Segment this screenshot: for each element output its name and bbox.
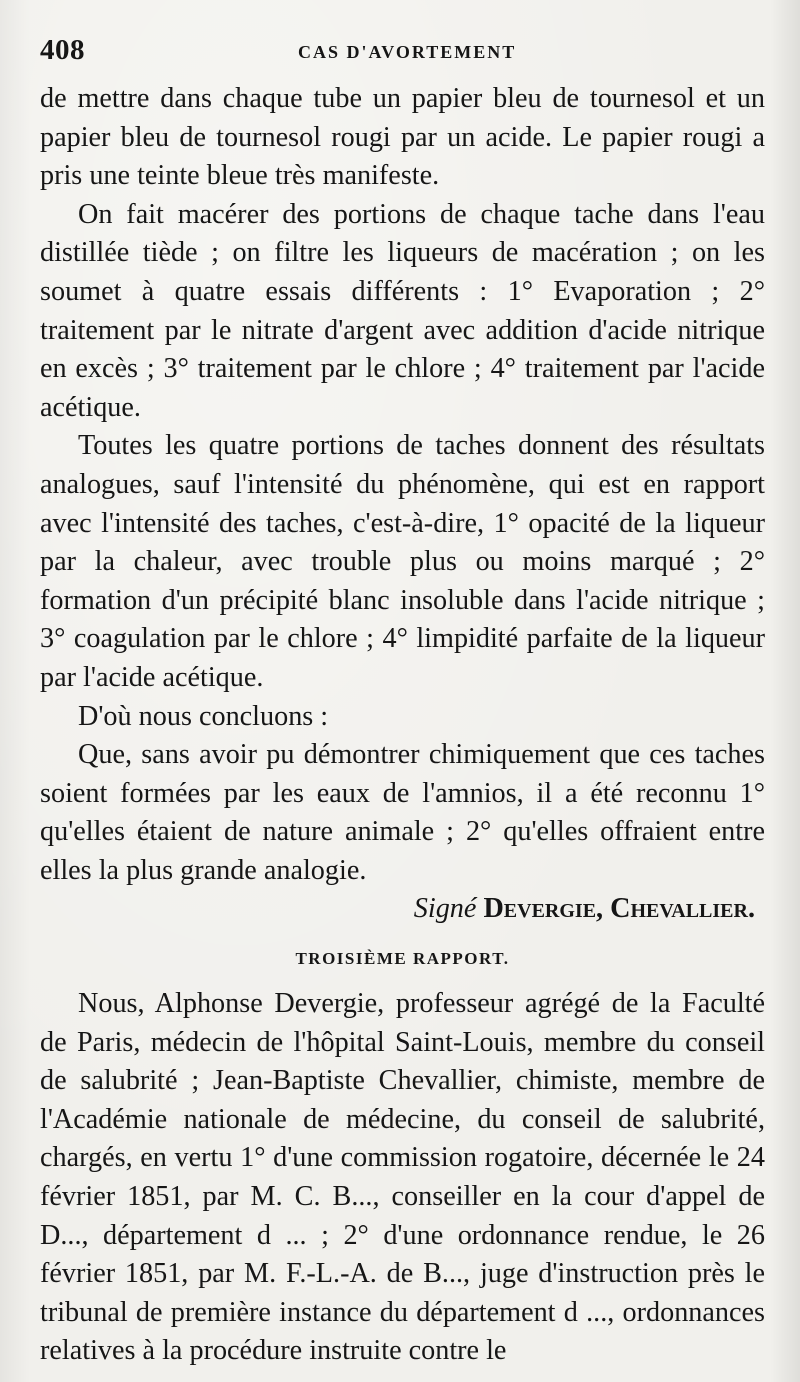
signature-signe: Signé bbox=[413, 893, 477, 925]
paragraph-conclusion: Que, sans avoir pu démontrer chimiquement que ces taches soient formées par les eaux de l'amnios, il a été reconnu 1° qu'elles étaient de nature animale ; 2° qu'elles offraient entre elles la plus grande analogie. bbox=[40, 739, 765, 886]
paragraph-maceration: On fait macérer des portions de chaque tache dans l'eau distillée tiède ; on filtre les liqueurs de macération ; on les soumet à quatre essais différents : 1° Evaporation ; 2° traitement par le nitrate d'argent avec addition d'acide nitrique en excès ; 3° traitement par le chlore ; 4° traitement par l'acide acétique. bbox=[40, 198, 765, 423]
signature-names: Devergie, Chevallier. bbox=[483, 893, 755, 925]
running-head: CAS D'AVORTEMENT bbox=[298, 42, 517, 62]
section-title: TROISIÈME RAPPORT. bbox=[295, 949, 510, 969]
signature-line bbox=[40, 890, 765, 929]
page-number: 408 bbox=[40, 34, 85, 66]
paragraph-concluons: D'où nous concluons : bbox=[78, 700, 329, 732]
paragraph-troisieme-rapport: Nous, Alphonse Devergie, professeur agrégé de la Faculté de Paris, médecin de l'hôpital Saint-Louis, membre du conseil de salubrité ; Jean-Baptiste Chevallier, chimiste, membre de l'Académie nationale de médecine, du conseil de salubrité, chargés, en vertu 1° d'une commission rogatoire, décernée le 24 février 1851, par M. C. B..., conseiller en la cour d'appel de D..., département d ... ; 2° d'une ordonnance rendue, le 26 février 1851, par M. F.-L.-A. de B..., juge d'instruction près le tribunal de première instance du département d ..., ordonnances relatives à la procédure instruite contre le bbox=[40, 988, 765, 1367]
page-header bbox=[40, 34, 765, 74]
body-text bbox=[40, 80, 765, 1371]
paragraph-resultats: Toutes les quatre portions de taches donnent des résultats analogues, sauf l'intensité du phénomène, qui est en rapport avec l'intensité des taches, c'est-à-dire, 1° opacité de la liqueur par la chaleur, avec trouble plus ou moins marqué ; 2° formation d'un précipité blanc insoluble dans l'acide nitrique ; 3° coagulation par le chlore ; 4° limpidité parfaite de la liqueur par l'acide acétique. bbox=[40, 430, 765, 693]
paragraph-tournesol: de mettre dans chaque tube un papier bleu de tournesol et un papier bleu de tournesol rougi par un acide. Le papier rougi a pris une teinte bleue très manifeste. bbox=[40, 83, 765, 192]
